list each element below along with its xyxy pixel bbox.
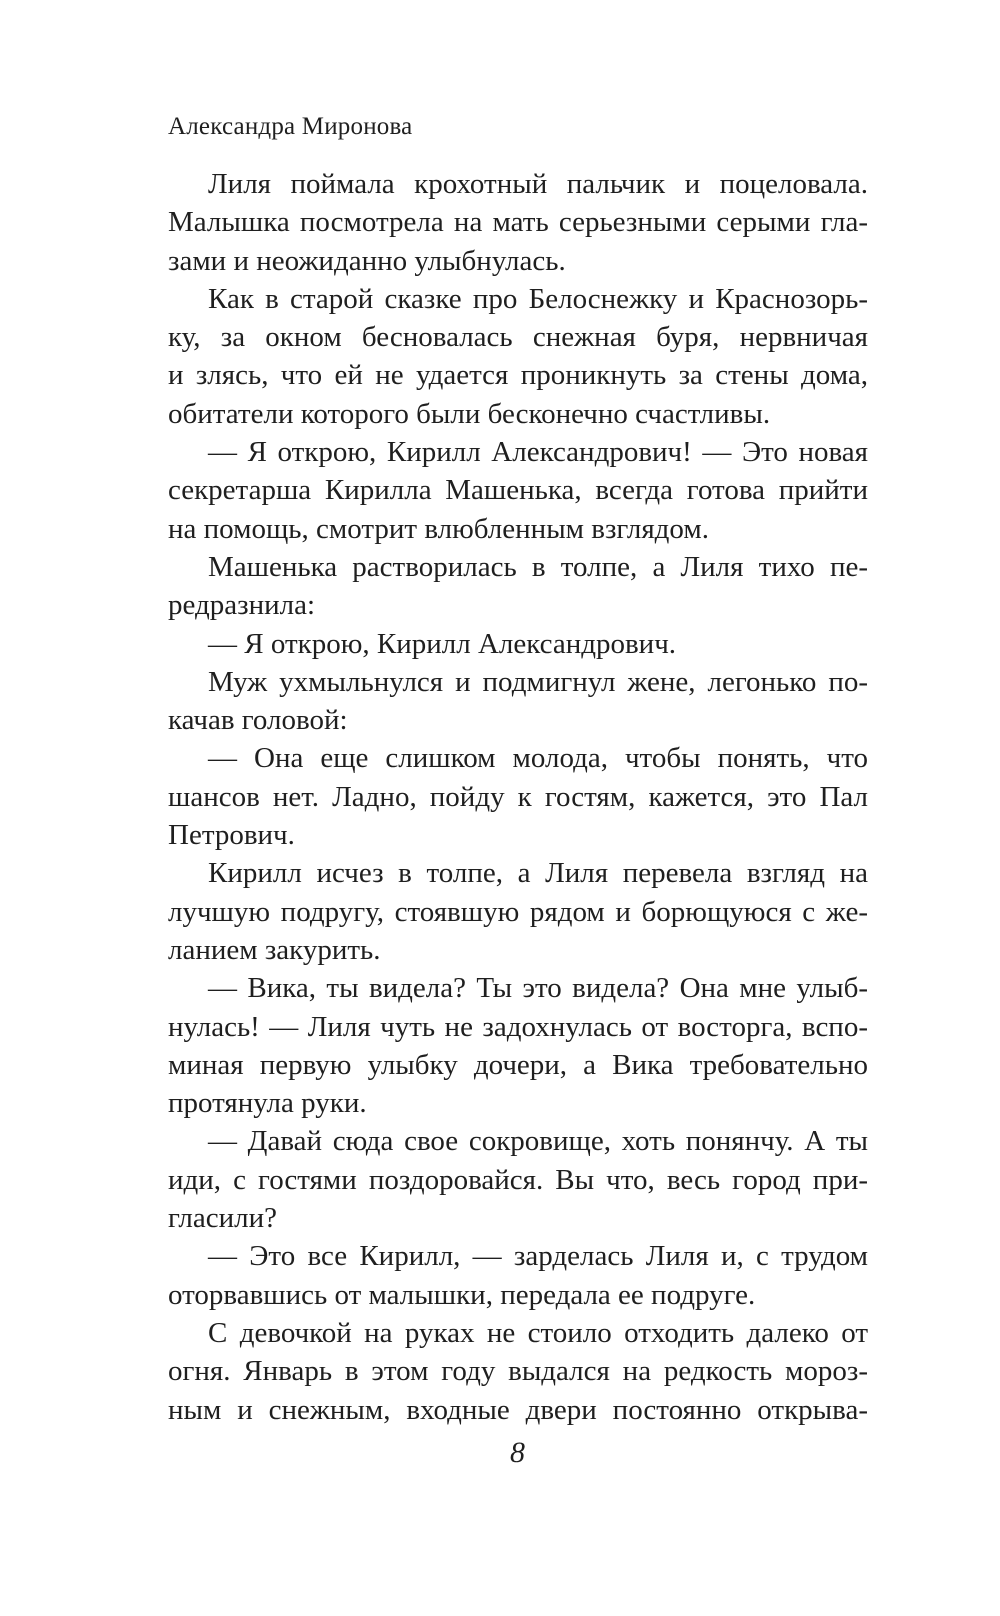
text-line: С девочкой на руках не стоило отходить далеко от [208, 1316, 868, 1349]
text-line: на помощь, смотрит влюбленным взглядом. [168, 512, 709, 545]
text-line: миная первую улыбку дочери, а Вика требовательно [168, 1048, 868, 1081]
text-line: иди, с гостями поздоровайся. Вы что, весь город при- [168, 1163, 868, 1196]
text-line: Муж ухмыльнулся и подмигнул жене, легонько по- [208, 665, 868, 698]
page-number: 8 [510, 1436, 525, 1469]
text-line: ным и снежным, входные двери постоянно открыва- [168, 1393, 868, 1426]
text-line: Кирилл исчез в толпе, а Лиля перевела взгляд на [208, 857, 868, 890]
text-line: — Я открою, Кирилл Александрович! — Это новая [208, 436, 868, 469]
text-line: обитатели которого были бесконечно счастливы. [168, 397, 771, 430]
text-line: огня. Январь в этом году выдался на редкость мороз- [168, 1355, 868, 1388]
text-line: и злясь, что ей не удается проникнуть за стены дома, [168, 359, 868, 392]
text-line: — Вика, ты видела? Ты это видела? Она мне улыб- [208, 972, 868, 1005]
text-line: гласили? [168, 1202, 278, 1235]
text-line: качав головой: [168, 704, 348, 737]
text-line: нулась! — Лиля чуть не задохнулась от восторга, вспо- [168, 1010, 868, 1043]
text-line: — Она еще слишком молода, чтобы понять, что [208, 742, 868, 775]
text-line: ланием закурить. [168, 933, 381, 966]
text-line: редразнила: [168, 589, 316, 622]
text-line: шансов нет. Ладно, пойду к гостям, кажется, это Пал [168, 780, 868, 813]
text-line: секретарша Кирилла Машенька, всегда готова прийти [168, 474, 868, 507]
text-line: Петрович. [168, 819, 295, 852]
text-line: ку, за окном бесновалась снежная буря, нервничая [168, 321, 868, 354]
text-line: зами и неожиданно улыбнулась. [168, 244, 566, 277]
text-line: — Это все Кирилл, — зарделась Лиля и, с трудом [208, 1240, 868, 1273]
text-line: Лиля поймала крохотный пальчик и поцеловала. [208, 168, 868, 200]
text-line: Машенька растворилась в толпе, а Лиля тихо пе- [208, 550, 868, 583]
text-line: Малышка посмотрела на мать серьезными серыми гла- [168, 206, 868, 239]
text-line: Как в старой сказке про Белоснежку и Краснозорь- [208, 282, 868, 315]
running-head-author: Александра Миронова [168, 113, 413, 140]
text-line: — Давай сюда свое сокровище, хоть понянчу. А ты [208, 1125, 868, 1158]
text-line: — Я открою, Кирилл Александрович. [208, 627, 677, 660]
text-line: лучшую подругу, стоявшую рядом и борющуюся с же- [168, 895, 868, 928]
text-line: оторвавшись от малышки, передала ее подруге. [168, 1278, 756, 1311]
text-line: протянула руки. [168, 1087, 367, 1120]
body-text [168, 165, 868, 1429]
